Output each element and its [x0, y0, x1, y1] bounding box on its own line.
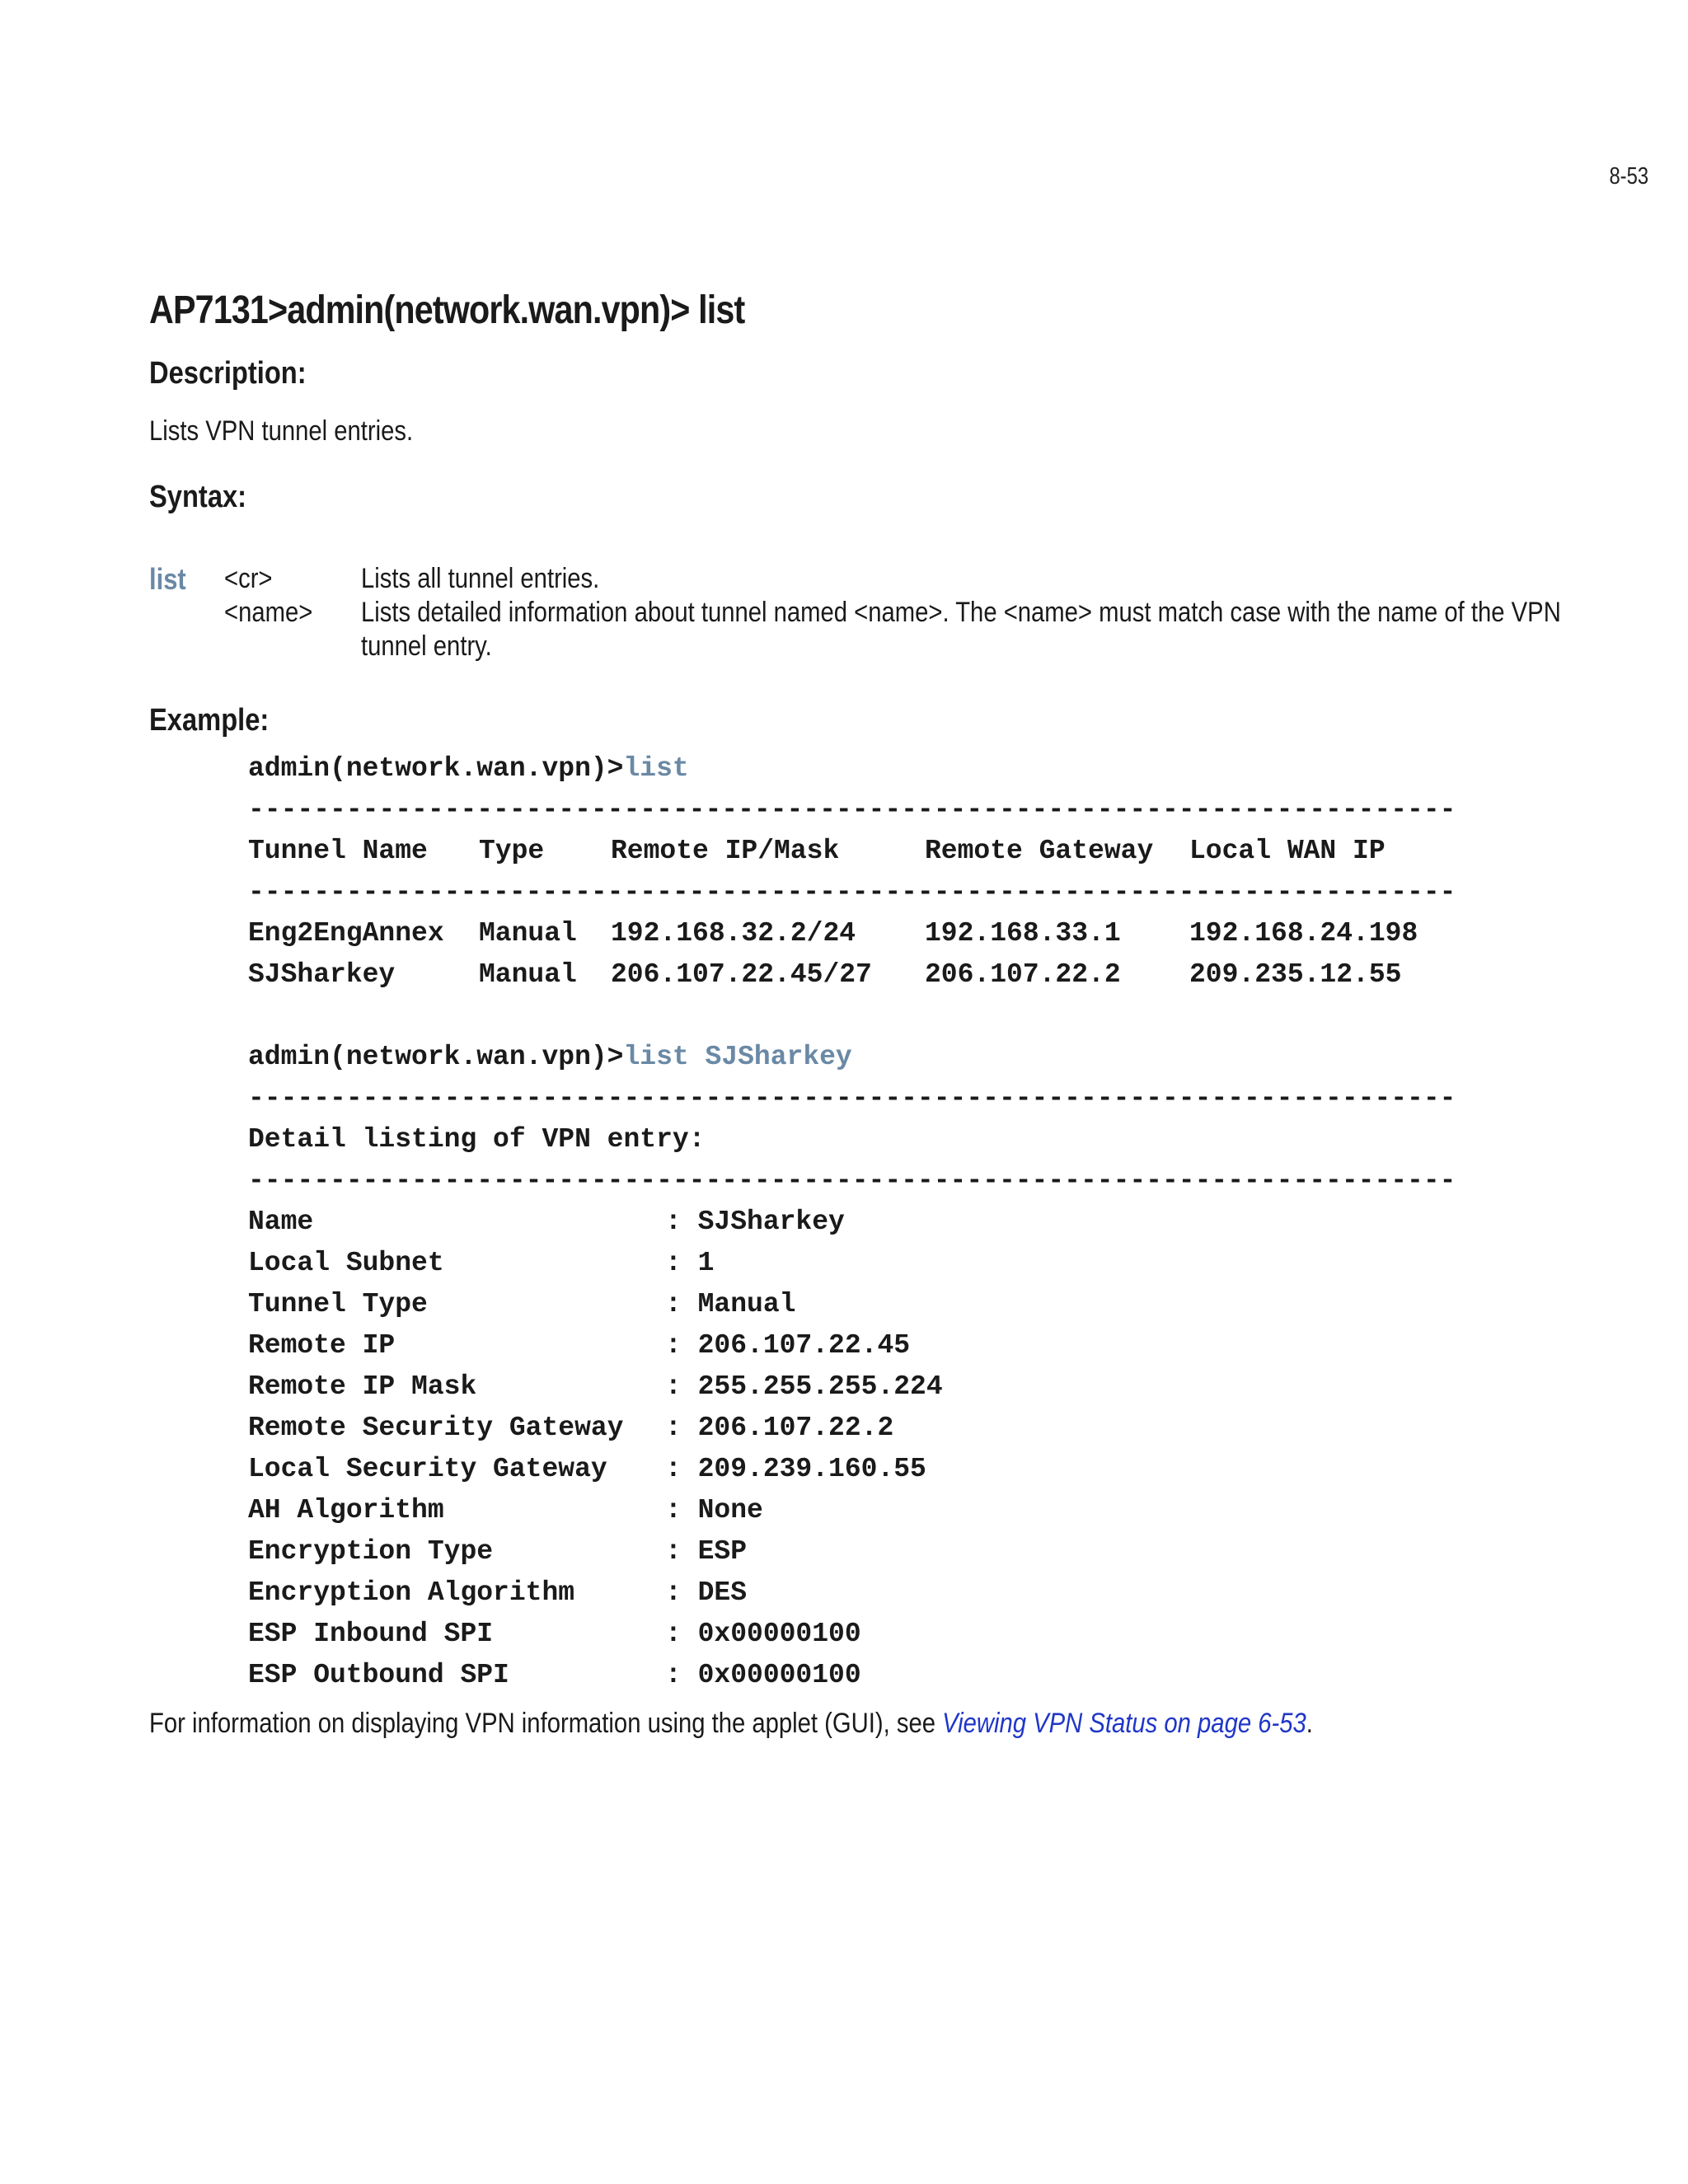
- detail-key: Local Security Gateway: [248, 1454, 607, 1484]
- table-cell: 206.107.22.2: [925, 959, 1121, 990]
- footer-paragraph: [149, 1703, 1447, 1744]
- code-rule: --------------------------------------------------------------------------: [248, 1165, 1456, 1196]
- code-rule: --------------------------------------------------------------------------: [248, 794, 1456, 825]
- detail-row: [248, 1408, 1658, 1449]
- detail-row: [248, 1243, 1658, 1284]
- table-header-cell: Tunnel Name: [248, 836, 428, 866]
- syntax-command: list: [149, 562, 186, 596]
- detail-key: Local Subnet: [248, 1248, 444, 1278]
- detail-row: [248, 1572, 1658, 1614]
- detail-row: [248, 1325, 1658, 1366]
- detail-key: Remote Security Gateway: [248, 1413, 624, 1443]
- detail-row: [248, 1284, 1658, 1325]
- table-cell: 209.235.12.55: [1189, 959, 1402, 990]
- table-cell: 192.168.24.198: [1189, 918, 1418, 949]
- table-cell: 192.168.32.2/24: [611, 918, 856, 949]
- prompt-text: admin(network.wan.vpn)>: [248, 753, 624, 784]
- page-number: 8-53: [1609, 163, 1648, 190]
- code-line: [248, 748, 1658, 790]
- table-row: [248, 913, 1658, 954]
- description-text: Lists VPN tunnel entries.: [149, 415, 414, 447]
- description-heading: Description:: [149, 356, 307, 391]
- table-cell: 206.107.22.45/27: [611, 959, 872, 990]
- syntax-heading: Syntax:: [149, 480, 247, 514]
- detail-value: : 206.107.22.2: [665, 1413, 894, 1443]
- syntax-param: <name>: [224, 597, 313, 628]
- syntax-desc: Lists all tunnel entries.: [361, 563, 600, 594]
- detail-value: : 209.239.160.55: [665, 1454, 926, 1484]
- detail-key: Encryption Algorithm: [248, 1577, 575, 1608]
- cross-reference-link[interactable]: Viewing VPN Status on page 6-53: [942, 1708, 1306, 1739]
- code-rule: --------------------------------------------------------------------------: [248, 877, 1456, 907]
- detail-value: : Manual: [665, 1289, 796, 1319]
- detail-title: Detail listing of VPN entry:: [248, 1124, 706, 1155]
- detail-row: [248, 1490, 1658, 1531]
- detail-key: Tunnel Type: [248, 1289, 428, 1319]
- detail-row: [248, 1449, 1658, 1490]
- code-line: [248, 1037, 1658, 1078]
- detail-value: : SJSharkey: [665, 1207, 845, 1237]
- table-header-row: [248, 831, 1658, 872]
- table-header-cell: Type: [479, 836, 545, 866]
- page-title: AP7131>admin(network.wan.vpn)> list: [149, 288, 745, 332]
- detail-value: : 0x00000100: [665, 1660, 861, 1690]
- detail-row: [248, 1366, 1658, 1408]
- detail-value: : 255.255.255.224: [665, 1371, 943, 1402]
- document-body: [149, 280, 1658, 1744]
- table-row: [248, 954, 1658, 996]
- detail-value: : DES: [665, 1577, 748, 1608]
- detail-row: [248, 1531, 1658, 1572]
- detail-value: : None: [665, 1495, 763, 1526]
- table-cell: Manual: [479, 918, 577, 949]
- detail-row: [248, 1202, 1658, 1243]
- detail-key: Remote IP Mask: [248, 1371, 477, 1402]
- command-text: list SJSharkey: [623, 1042, 852, 1072]
- detail-value: : ESP: [665, 1536, 748, 1567]
- code-rule: --------------------------------------------------------------------------: [248, 1083, 1456, 1113]
- table-header-cell: Local WAN IP: [1189, 836, 1386, 866]
- detail-value: : 1: [665, 1248, 715, 1278]
- detail-row: [248, 1614, 1658, 1655]
- detail-key: Name: [248, 1207, 314, 1237]
- syntax-desc: Lists detailed information about tunnel named <name>. The <name> must match case with the name of the VPN tunnel entry.: [361, 597, 1561, 662]
- table-header-cell: Remote Gateway: [925, 836, 1154, 866]
- table-header-cell: Remote IP/Mask: [611, 836, 840, 866]
- detail-key: ESP Inbound SPI: [248, 1619, 494, 1649]
- detail-value: : 206.107.22.45: [665, 1330, 911, 1361]
- command-text: list: [623, 753, 689, 784]
- detail-key: Encryption Type: [248, 1536, 494, 1567]
- blank-line: [248, 996, 1658, 1037]
- detail-key: ESP Outbound SPI: [248, 1660, 509, 1690]
- detail-key: AH Algorithm: [248, 1495, 444, 1526]
- detail-key: Remote IP: [248, 1330, 396, 1361]
- example-heading: Example:: [149, 703, 270, 738]
- detail-row: [248, 1655, 1658, 1696]
- footer-period: .: [1306, 1708, 1313, 1739]
- prompt-text: admin(network.wan.vpn)>: [248, 1042, 624, 1072]
- footer-text: For information on displaying VPN information using the applet (GUI), see: [149, 1708, 943, 1739]
- table-cell: 192.168.33.1: [925, 918, 1121, 949]
- table-cell: SJSharkey: [248, 959, 396, 990]
- table-cell: Manual: [479, 959, 577, 990]
- table-cell: Eng2EngAnnex: [248, 918, 444, 949]
- syntax-param: <cr>: [224, 563, 273, 594]
- detail-value: : 0x00000100: [665, 1619, 861, 1649]
- example-code-block: [248, 748, 1658, 1696]
- syntax-block: [149, 562, 1658, 663]
